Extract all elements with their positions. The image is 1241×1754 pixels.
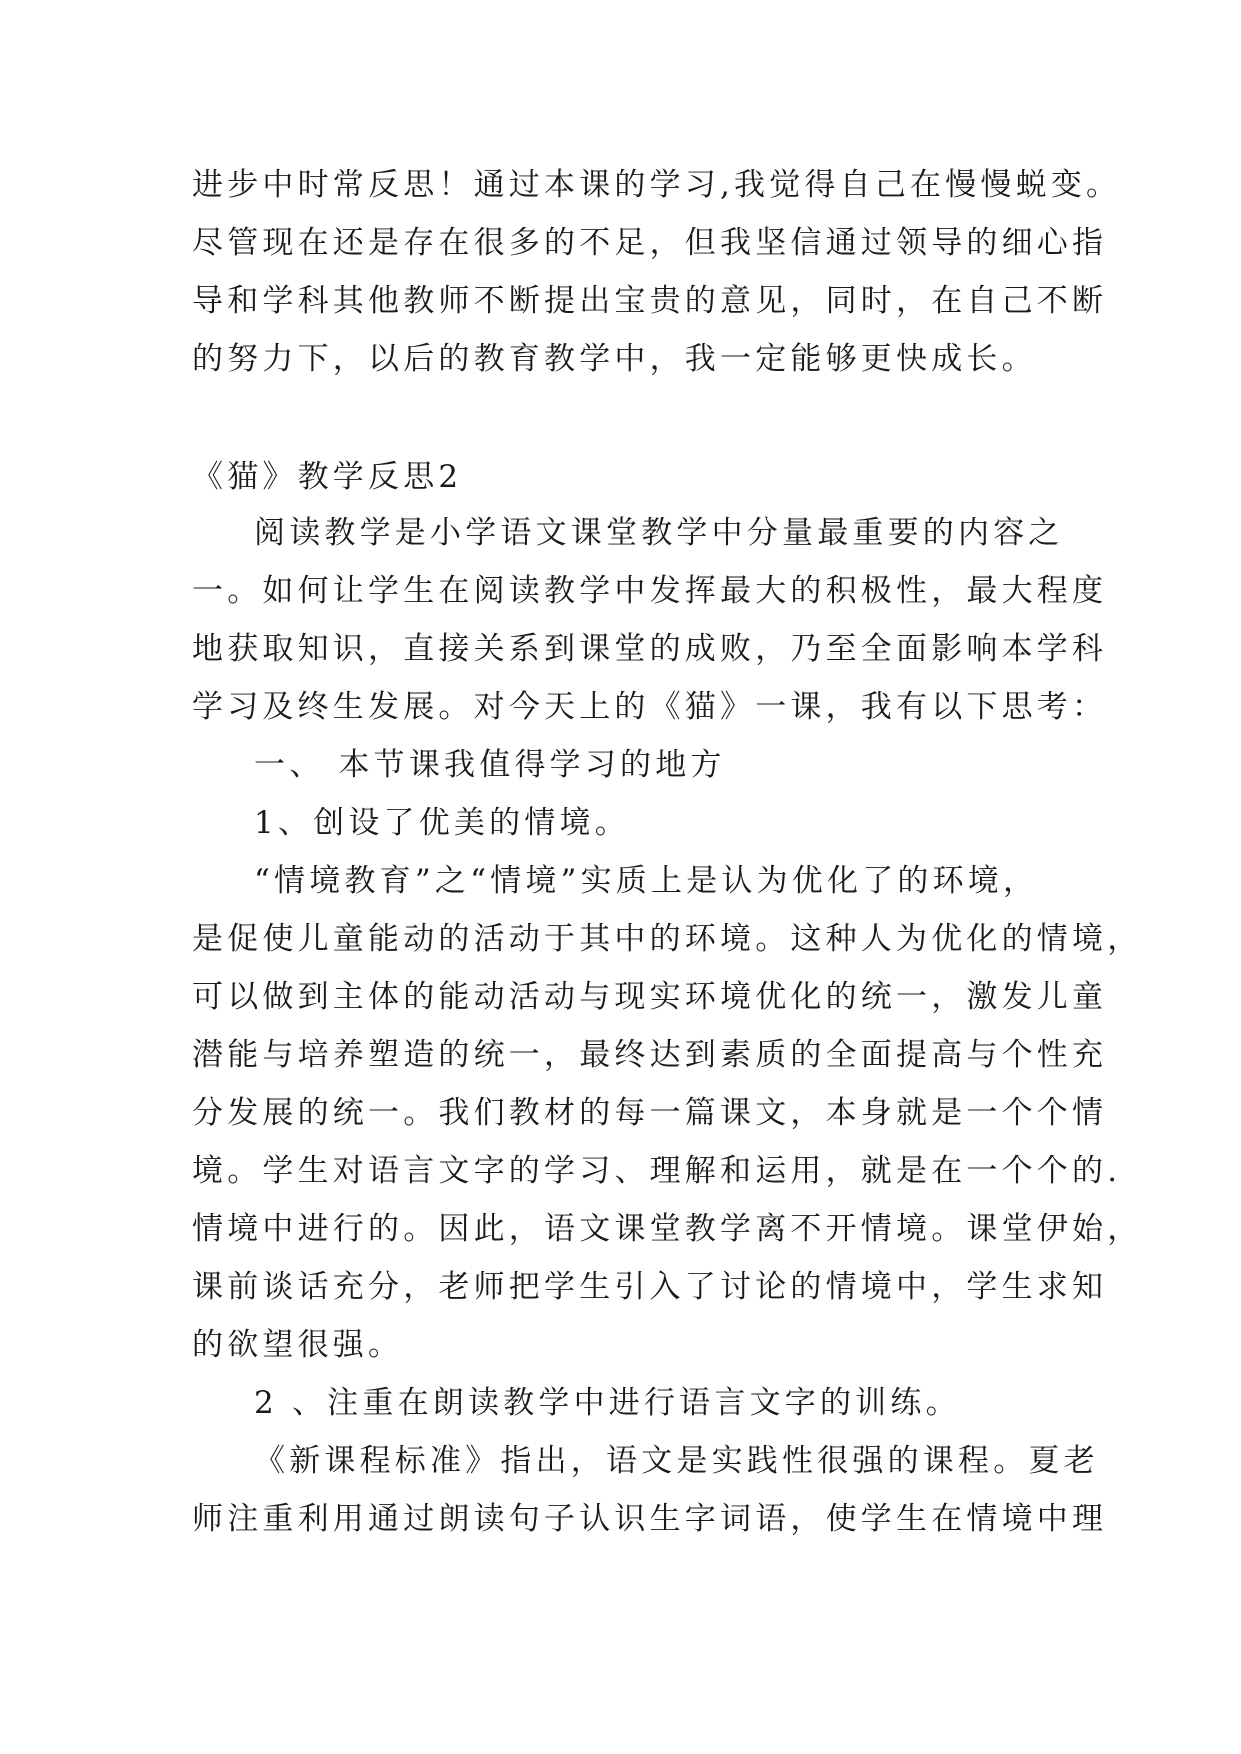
paragraph-line: 情境中进行的。因此，语文课堂教学离不开情境。课堂伊始， bbox=[192, 1211, 1143, 1247]
point-title: 2 、注重在朗读教学中进行语言文字的训练。 bbox=[254, 1385, 961, 1421]
paragraph-line: 的努力下，以后的教育教学中，我一定能够更快成长。 bbox=[192, 341, 1037, 377]
paragraph-line: 地获取知识，直接关系到课堂的成败，乃至全面影响本学科 bbox=[192, 631, 1108, 667]
paragraph-line: 课前谈话充分，老师把学生引入了讨论的情境中，学生求知 bbox=[192, 1269, 1108, 1305]
paragraph-line: 是促使儿童能动的活动于其中的环境。这种人为优化的情境， bbox=[192, 921, 1143, 957]
paragraph-line: 的欲望很强。 bbox=[192, 1327, 404, 1363]
top-paragraph bbox=[192, 156, 1122, 388]
paragraph-line: 师注重利用通过朗读句子认识生字词语，使学生在情境中理 bbox=[192, 1501, 1108, 1537]
section-heading-block bbox=[192, 448, 1072, 506]
paragraph-line: 导和学科其他教师不断提出宝贵的意见，同时，在自己不断 bbox=[192, 283, 1108, 319]
subheading: 一、 本节课我值得学习的地方 bbox=[254, 747, 726, 783]
paragraph-line: 阅读教学是小学语文课堂教学中分量最重要的内容之 bbox=[254, 515, 1064, 551]
paragraph-line: 一。如何让学生在阅读教学中发挥最大的积极性，最大程度 bbox=[192, 573, 1108, 609]
paragraph-line: 分发展的统一。我们教材的每一篇课文，本身就是一个个情 bbox=[192, 1095, 1108, 1131]
paragraph-line: 学习及终生发展。对今天上的《猫》一课，我有以下思考： bbox=[192, 689, 1108, 725]
paragraph-line: 潜能与培养塑造的统一，最终达到素质的全面提高与个性充 bbox=[192, 1037, 1108, 1073]
paragraph-line: 尽管现在还是存在很多的不足，但我坚信通过领导的细心指 bbox=[192, 225, 1108, 261]
point-title: 1、创设了优美的情境。 bbox=[254, 805, 630, 841]
section-heading: 《猫》教学反思2 bbox=[192, 459, 463, 495]
paragraph-line: 境。学生对语言文字的学习、理解和运用，就是在一个个的. bbox=[192, 1153, 1122, 1189]
paragraph-line: 《新课程标准》指出，语文是实践性很强的课程。夏老 bbox=[254, 1443, 1099, 1479]
paragraph-line: “情境教育”之“情境”实质上是认为优化了的环境， bbox=[254, 863, 1039, 899]
paragraph-line: 可以做到主体的能动活动与现实环境优化的统一，激发儿童 bbox=[192, 979, 1108, 1015]
paragraph-line: 进步中时常反思！通过本课的学习,我觉得自己在慢慢蜕变。 bbox=[192, 167, 1122, 203]
main-content bbox=[192, 504, 1143, 1548]
